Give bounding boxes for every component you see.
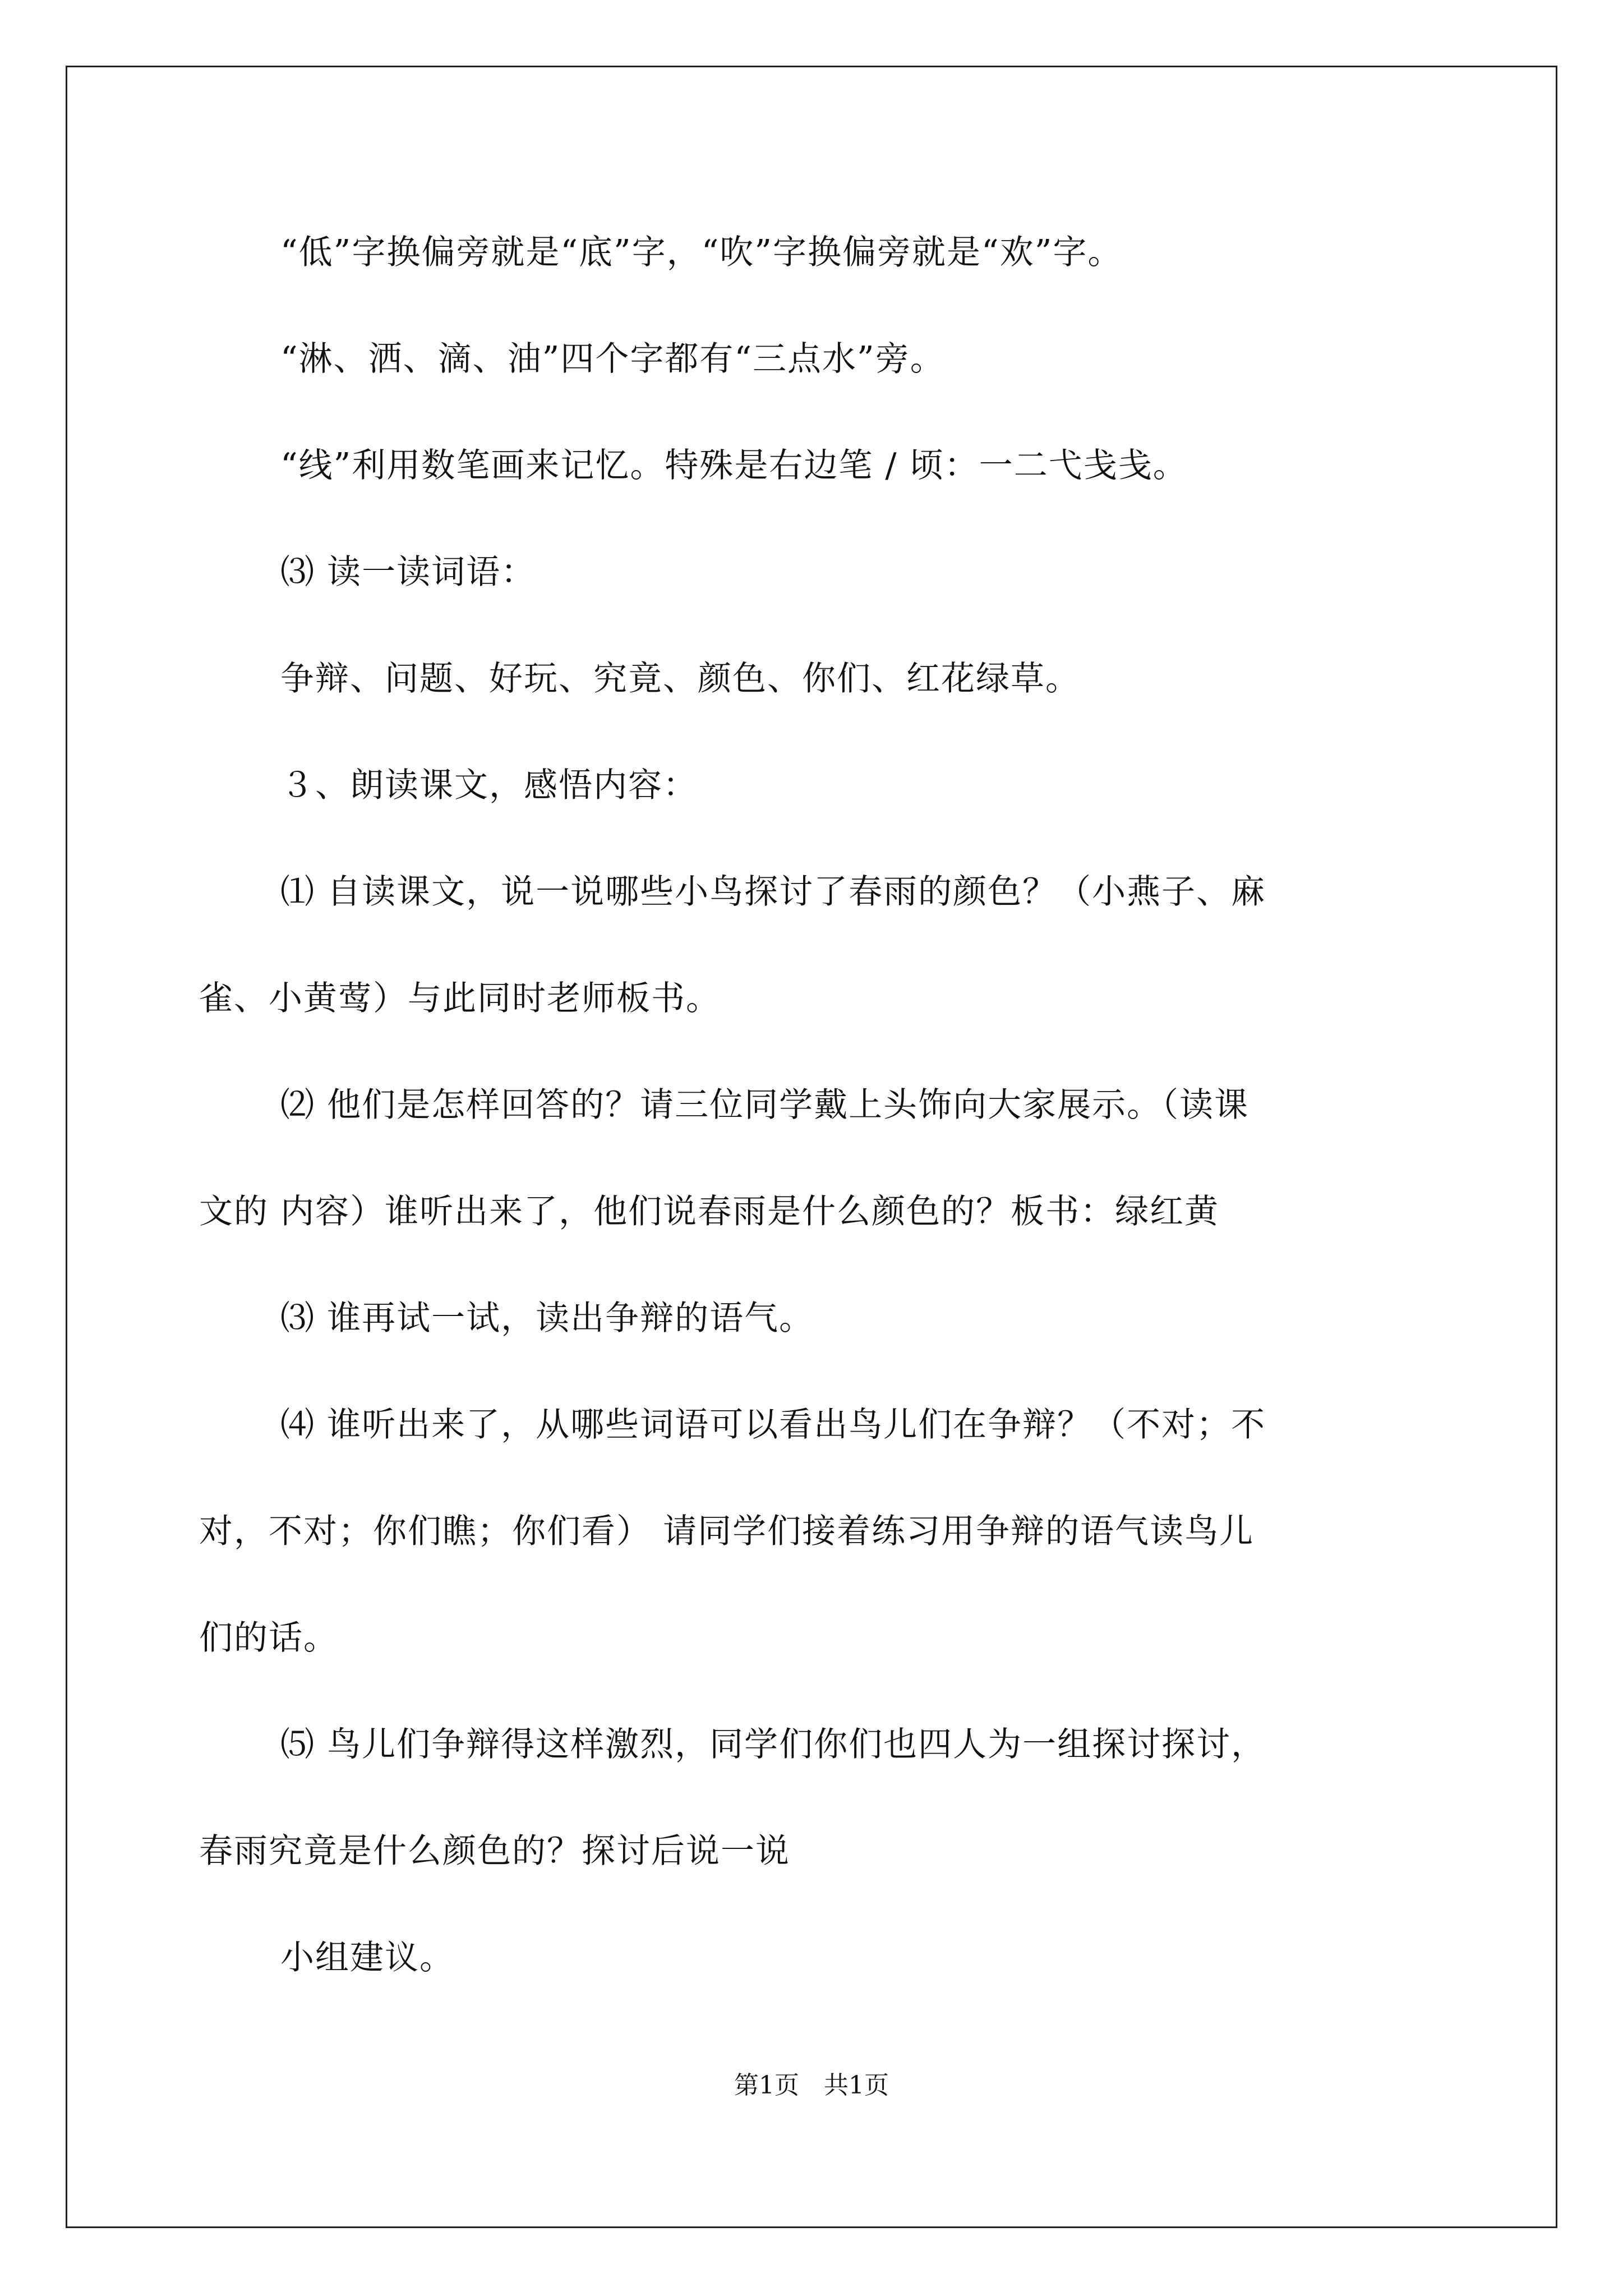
- text-line-4: ⑶ 读一读词语：: [280, 553, 536, 592]
- text-line-1: “低”字换偏旁就是“底”字，“吹”字换偏旁就是“欢”字。: [280, 233, 1123, 272]
- text-line-15: ⑸ 鸟儿们争辩得这样激烈，同学们你们也四人为一组探讨探讨，: [280, 1725, 1266, 1764]
- text-line-3: “线”利用数笔画来记忆。特殊是右边笔 / 顷：一二弋戋戋。: [280, 446, 1188, 485]
- page-footer: [0, 2070, 1623, 2101]
- text-line-14: 们的话。: [199, 1618, 338, 1658]
- text-line-6: ３、朗读课文，感悟内容：: [280, 766, 698, 805]
- text-line-9: ⑵ 他们是怎样回答的？请三位同学戴上头饰向大家展示。（读课: [280, 1085, 1249, 1125]
- text-line-2: “淋、洒、滴、油”四个字都有“三点水”旁。: [280, 339, 945, 379]
- page-total: 共1页: [824, 2071, 889, 2100]
- text-line-7: ⑴ 自读课文，说一说哪些小鸟探讨了春雨的颜色？（小燕子、麻: [280, 872, 1266, 912]
- page-border: [66, 66, 1557, 2228]
- text-line-16: 春雨究竟是什么颜色的？探讨后说一说: [199, 1832, 790, 1871]
- text-line-17: 小组建议。: [280, 1938, 454, 1977]
- page-number: 第1页: [734, 2071, 799, 2100]
- text-line-11: ⑶ 谁再试一试，读出争辩的语气。: [280, 1299, 814, 1338]
- text-line-5: 争辩、问题、好玩、究竟、颜色、你们、红花绿草。: [280, 659, 1080, 698]
- text-line-8: 雀、小黄莺）与此同时老师板书。: [199, 979, 721, 1018]
- text-line-13: 对，不对；你们瞧；你们看） 请同学们接着练习用争辩的语气读鸟儿: [199, 1512, 1255, 1551]
- text-line-10: 文的 内容）谁听出来了，他们说春雨是什么颜色的？板书：绿红黄: [199, 1192, 1220, 1231]
- text-line-12: ⑷ 谁听出来了，从哪些词语可以看出鸟儿们在争辩？（不对；不: [280, 1405, 1266, 1444]
